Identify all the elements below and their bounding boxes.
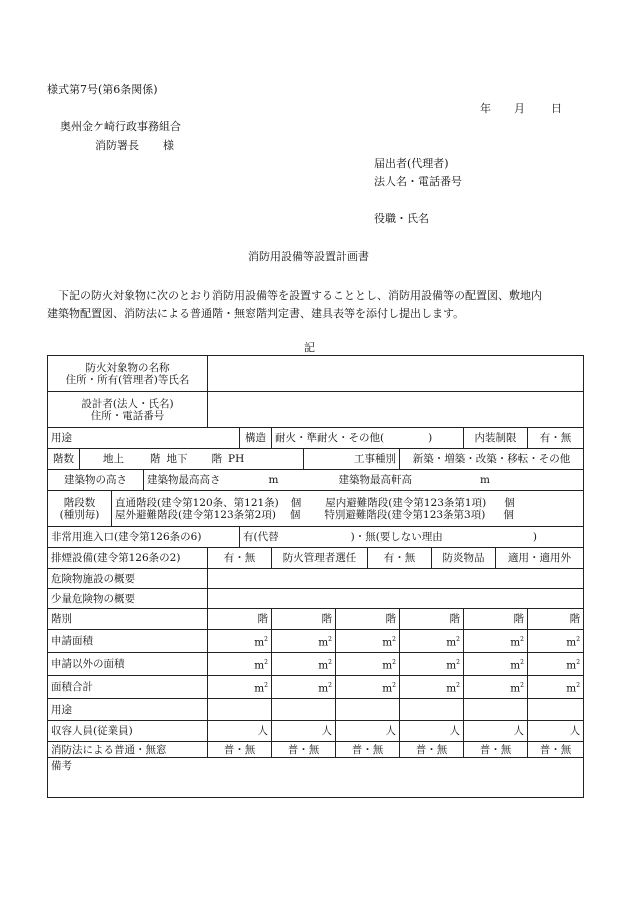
area-unit-sup: 2	[328, 681, 332, 689]
applicant-position-name: 役職・氏名	[374, 212, 429, 225]
area-cell[interactable]	[464, 676, 528, 699]
floor-cell[interactable]	[272, 609, 336, 630]
area-unit: m	[382, 636, 393, 649]
other-area-label: 申請以外の面積	[51, 658, 125, 670]
area-unit-sup: 2	[520, 681, 524, 689]
area-cell[interactable]	[272, 653, 336, 676]
document-body	[47, 287, 587, 323]
floor-unit: 階	[569, 613, 581, 625]
flame-retardant-label-cell	[432, 548, 496, 569]
table-row	[48, 548, 584, 569]
area-unit: m	[446, 659, 457, 672]
max-height-unit: m	[268, 474, 279, 486]
area-cell[interactable]	[528, 653, 584, 676]
area-unit-sup: 2	[264, 681, 268, 689]
stairs-value-cell[interactable]	[112, 491, 584, 527]
fire-manager-yes-no-cell[interactable]	[368, 548, 432, 569]
form-number: 様式第7号(第6条関係)	[47, 83, 158, 96]
usage-label: 用途	[51, 432, 72, 444]
person-unit: 人	[257, 725, 268, 737]
other-area-label-cell	[48, 653, 208, 676]
work-type-label-cell	[304, 449, 400, 470]
floors-below: 地下	[166, 453, 188, 465]
usage2-label: 用途	[51, 703, 72, 716]
area-cell[interactable]	[336, 630, 400, 653]
applicable-options: 適用・適用外	[508, 552, 572, 564]
person-unit: 人	[449, 725, 460, 737]
capacity-cell[interactable]	[272, 721, 336, 742]
area-unit-sup: 2	[392, 681, 396, 689]
total-area-label: 面積合計	[51, 681, 93, 693]
stairs-by-type-label: (種別毎)	[59, 508, 100, 521]
usage-floor-cell[interactable]	[272, 699, 336, 721]
remarks-cell[interactable]	[48, 758, 584, 798]
structure-options-cell[interactable]	[272, 428, 464, 449]
area-unit-sup: 2	[392, 635, 396, 643]
target-name-label: 防火対象物の名称	[85, 361, 170, 374]
area-unit: m	[510, 682, 521, 695]
applicant-notifier: 届出者(代理者)	[374, 157, 449, 170]
normal-none-option: 普・無	[287, 743, 320, 756]
flame-retardant-label: 防炎物品	[442, 552, 485, 564]
normal-none-option: 普・無	[479, 743, 512, 756]
table-row	[48, 589, 584, 609]
building-height-label-cell	[48, 470, 144, 491]
floors-below-kai: 階	[211, 453, 222, 465]
area-cell[interactable]	[464, 630, 528, 653]
smoke-exhaust-label: 排煙設備(建令第126条の2)	[51, 552, 181, 564]
emergency-entry-value-cell[interactable]	[240, 527, 584, 548]
outdoor-stairs-label: 屋外避難階段(建令第123条第2項)	[115, 508, 276, 521]
area-unit-sup: 2	[392, 658, 396, 666]
area-unit-sup: 2	[456, 658, 460, 666]
floors-above-kai: 階	[150, 453, 161, 465]
area-unit-sup: 2	[520, 635, 524, 643]
entry-close: )	[532, 531, 537, 543]
person-unit: 人	[321, 725, 332, 737]
stairs-label-cell	[48, 491, 112, 527]
interior-limit-label: 内装制限	[474, 432, 517, 444]
area-cell[interactable]	[336, 676, 400, 699]
area-unit-sup: 2	[576, 681, 581, 689]
body-line-1: 下記の防火対象物に次のとおり消防用設備等を設置することとし、消防用設備等の配置図、敷地内	[58, 289, 542, 302]
smoke-yes-no-cell[interactable]	[208, 548, 272, 569]
capacity-cell[interactable]	[528, 721, 584, 742]
area-unit: m	[254, 636, 265, 649]
area-unit: m	[566, 636, 577, 649]
normal-none-cell[interactable]	[272, 742, 336, 758]
building-height-value-cell[interactable]	[144, 470, 584, 491]
area-unit: m	[446, 636, 457, 649]
area-unit: m	[446, 682, 457, 695]
floors-above: 地上	[103, 453, 124, 465]
normal-none-option: 普・無	[539, 743, 572, 756]
table-row	[48, 742, 584, 758]
area-cell[interactable]	[400, 676, 464, 699]
addressee-org: 奥州金ケ崎行政事務組合	[60, 120, 181, 133]
area-unit-sup: 2	[576, 635, 581, 643]
capacity-cell[interactable]	[400, 721, 464, 742]
date-year: 年	[480, 102, 491, 115]
hazardous-label-cell	[48, 569, 208, 589]
area-unit: m	[382, 682, 393, 695]
table-row	[48, 470, 584, 491]
capacity-cell[interactable]	[208, 721, 272, 742]
area-cell[interactable]	[208, 676, 272, 699]
designer-label-cell	[48, 392, 208, 428]
table-row	[48, 428, 584, 449]
applied-area-label: 申請面積	[51, 635, 93, 647]
usage-floor-cell[interactable]	[400, 699, 464, 721]
target-value-cell[interactable]	[208, 356, 584, 392]
small-hazardous-value-cell[interactable]	[208, 589, 584, 609]
fire-manager-yes-no: 有・無	[383, 552, 416, 564]
person-unit: 人	[385, 725, 396, 737]
usage2-label-cell	[48, 699, 208, 721]
capacity-cell[interactable]	[336, 721, 400, 742]
fire-manager-label-cell	[272, 548, 368, 569]
indoor-stairs-label: 屋内避難階段(建令第123条第1項)	[325, 496, 487, 509]
interior-limit-cell	[464, 428, 528, 449]
emergency-entry-label: 非常用進入口(建令第126条の6)	[51, 531, 202, 543]
usage-floor-cell[interactable]	[208, 699, 272, 721]
special-stairs-unit: 個	[503, 508, 514, 521]
usage-floor-cell[interactable]	[336, 699, 400, 721]
table-row	[48, 699, 584, 721]
area-unit: m	[254, 682, 265, 695]
usage-cell	[48, 428, 240, 449]
small-hazardous-label: 少量危険物の概要	[51, 592, 135, 605]
area-unit: m	[566, 682, 577, 695]
entry-yes: 有(代替	[243, 531, 279, 543]
floors-label-cell	[48, 449, 80, 470]
person-unit: 人	[513, 725, 524, 737]
area-cell[interactable]	[208, 653, 272, 676]
table-row	[48, 356, 584, 392]
fire-law-label-cell	[48, 742, 208, 758]
area-unit-sup: 2	[328, 635, 332, 643]
fire-manager-label: 防火管理者選任	[282, 552, 357, 564]
stairs-count-label: 階段数	[63, 496, 96, 509]
direct-stairs-label: 直通階段(建令第120条、第121条)	[115, 496, 279, 509]
work-options-cell[interactable]	[400, 449, 584, 470]
plan-form-table	[47, 355, 584, 798]
area-cell[interactable]	[208, 630, 272, 653]
area-unit-sup: 2	[520, 658, 524, 666]
area-unit: m	[254, 659, 265, 672]
area-cell[interactable]	[464, 653, 528, 676]
table-row	[48, 630, 584, 653]
normal-none-cell[interactable]	[336, 742, 400, 758]
table-row	[48, 569, 584, 589]
table-row	[48, 721, 584, 742]
structure-label: 構造	[245, 432, 266, 444]
fire-law-label: 消防法による普通・無窓	[51, 743, 167, 756]
area-unit: m	[318, 659, 329, 672]
area-cell[interactable]	[528, 630, 584, 653]
table-row	[48, 758, 584, 798]
usage-floor-cell[interactable]	[528, 699, 584, 721]
area-cell[interactable]	[336, 653, 400, 676]
table-row	[48, 676, 584, 699]
floor-unit: 階	[385, 613, 396, 625]
applicant-corp-phone: 法人名・電話番号	[374, 175, 462, 188]
area-unit: m	[510, 659, 521, 672]
entry-no: )・無(要しない理由	[350, 531, 443, 543]
designer-label: 設計者(法人・氏名)	[81, 397, 174, 410]
date-month: 月	[514, 102, 525, 115]
structure-close: )	[428, 432, 433, 444]
outdoor-stairs-unit: 個	[289, 508, 301, 521]
area-unit: m	[510, 636, 521, 649]
work-options: 新築・増築・改築・移転・その他	[412, 453, 571, 465]
normal-none-cell[interactable]	[208, 742, 272, 758]
applicable-cell[interactable]	[496, 548, 584, 569]
table-row	[48, 609, 584, 630]
area-unit: m	[318, 636, 329, 649]
area-unit-sup: 2	[264, 635, 268, 643]
total-area-label-cell	[48, 676, 208, 699]
structure-options: 耐火・準耐火・その他(	[275, 432, 385, 444]
hazardous-label: 危険物施設の概要	[51, 572, 135, 585]
area-unit: m	[566, 659, 577, 672]
small-hazardous-label-cell	[48, 589, 208, 609]
floors-value-cell[interactable]	[80, 449, 304, 470]
normal-none-cell[interactable]	[464, 742, 528, 758]
area-cell[interactable]	[272, 630, 336, 653]
floor-cell[interactable]	[208, 609, 272, 630]
max-eave-unit: m	[479, 474, 490, 486]
area-unit-sup: 2	[456, 681, 460, 689]
person-unit: 人	[569, 725, 581, 737]
hazardous-value-cell[interactable]	[208, 569, 584, 589]
capacity-label-cell	[48, 721, 208, 742]
target-label-cell	[48, 356, 208, 392]
work-type-label: 工事種別	[354, 453, 396, 465]
normal-none-cell[interactable]	[528, 742, 584, 758]
date-day: 日	[551, 102, 562, 115]
floor-unit: 階	[449, 613, 460, 625]
target-address-label: 住所・所有(管理者)等氏名	[65, 373, 190, 386]
floor-cell[interactable]	[464, 609, 528, 630]
smoke-exhaust-label-cell	[48, 548, 208, 569]
area-unit: m	[318, 682, 329, 695]
ki-label: 記	[304, 341, 315, 354]
structure-label-cell	[240, 428, 272, 449]
floors-label: 階数	[53, 453, 74, 465]
direct-stairs-unit: 個	[290, 496, 302, 509]
table-row	[48, 527, 584, 548]
floor-label-cell	[48, 609, 208, 630]
smoke-yes-no: 有・無	[223, 552, 256, 564]
floor-cell[interactable]	[528, 609, 584, 630]
floors-ph: PH	[228, 453, 245, 465]
max-eave-label: 建築物最高軒高	[338, 474, 412, 486]
normal-none-option: 普・無	[415, 743, 448, 756]
max-height-label: 建築物最高高さ	[147, 474, 221, 486]
floor-label: 階別	[51, 613, 72, 625]
table-row	[48, 392, 584, 428]
usage-floor-cell[interactable]	[464, 699, 528, 721]
floor-cell[interactable]	[336, 609, 400, 630]
table-row	[48, 491, 584, 527]
designer-contact-label: 住所・電話番号	[90, 409, 165, 422]
interior-yes-no-cell[interactable]	[528, 428, 584, 449]
area-cell[interactable]	[400, 653, 464, 676]
interior-yes-no: 有・無	[539, 432, 572, 444]
normal-none-cell[interactable]	[400, 742, 464, 758]
table-row	[48, 653, 584, 676]
addressee-honorific: 様	[163, 139, 174, 152]
area-cell[interactable]	[400, 630, 464, 653]
body-line-2: 建築物配置図、消防法による普通階・無窓階判定書、建具表等を添付し提出します。	[47, 307, 465, 320]
area-unit-sup: 2	[456, 635, 460, 643]
area-unit: m	[382, 659, 393, 672]
area-unit-sup: 2	[576, 658, 581, 666]
normal-none-option: 普・無	[223, 743, 256, 756]
indoor-stairs-unit: 個	[504, 496, 515, 509]
floor-unit: 階	[257, 613, 268, 625]
area-cell[interactable]	[528, 676, 584, 699]
area-cell[interactable]	[272, 676, 336, 699]
capacity-cell[interactable]	[464, 721, 528, 742]
floor-cell[interactable]	[400, 609, 464, 630]
applied-area-label-cell	[48, 630, 208, 653]
remarks-label: 備考	[51, 760, 72, 772]
area-unit-sup: 2	[264, 658, 268, 666]
addressee-chief: 消防署長	[95, 139, 139, 152]
capacity-label: 収容人員(従業員)	[51, 725, 133, 737]
emergency-entry-label-cell	[48, 527, 240, 548]
special-stairs-label: 特別避難階段(建令第123条第3項)	[324, 508, 486, 521]
table-row	[48, 449, 584, 470]
document-title: 消防用設備等設置計画書	[248, 250, 369, 263]
area-unit-sup: 2	[328, 658, 332, 666]
normal-none-option: 普・無	[351, 743, 384, 756]
floor-unit: 階	[321, 613, 332, 625]
building-height-label: 建築物の高さ	[64, 474, 127, 486]
floor-unit: 階	[513, 613, 524, 625]
designer-value-cell[interactable]	[208, 392, 584, 428]
